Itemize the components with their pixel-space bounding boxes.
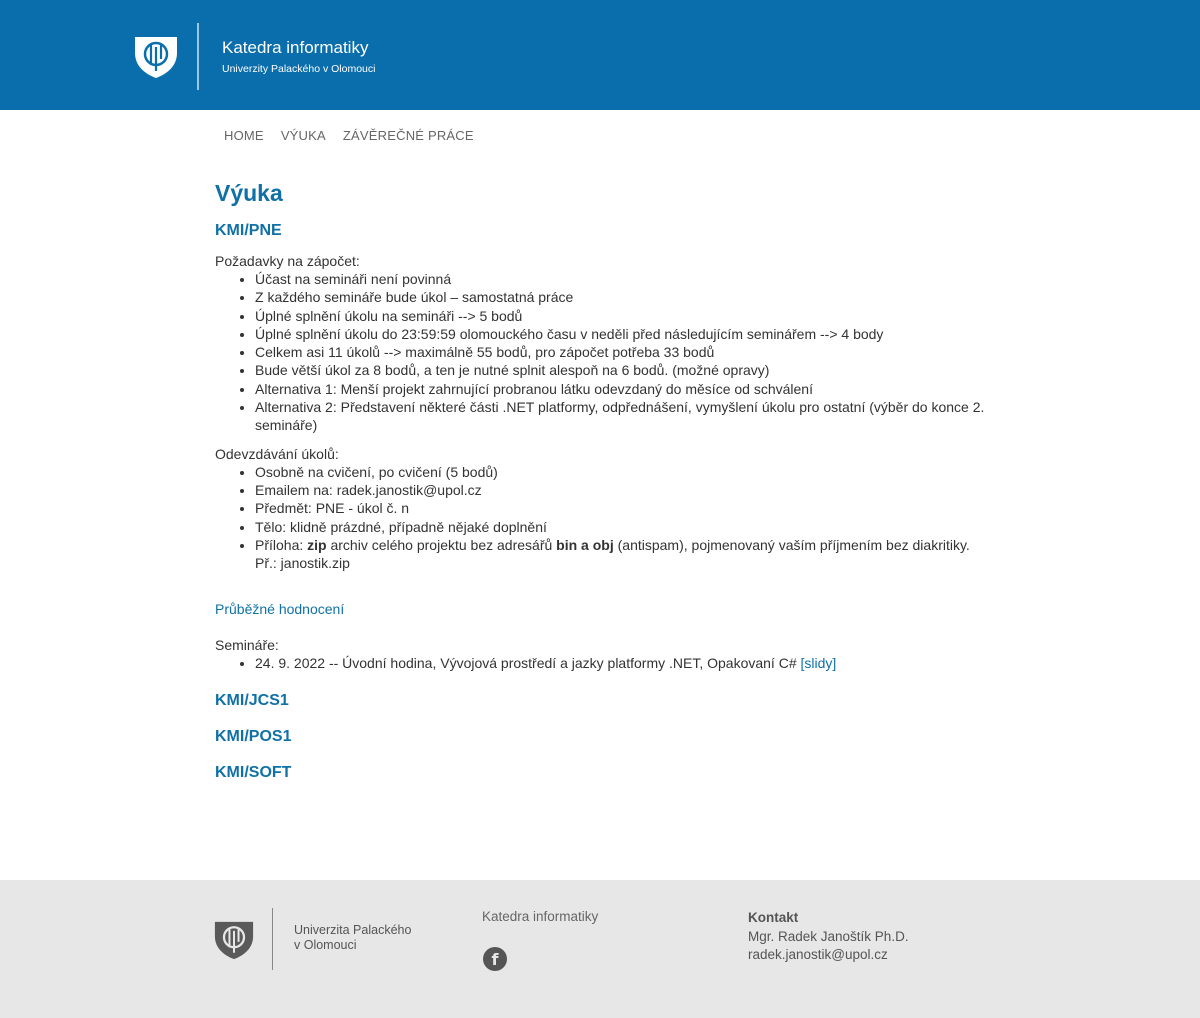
other-courses bbox=[215, 691, 985, 783]
attachment-suffix: (antispam), pojmenovaný vaším příjmením bez diakritiky. Př.: janostik.zip bbox=[255, 536, 970, 572]
contact-email[interactable]: radek.janostik@upol.cz bbox=[748, 947, 888, 962]
seminars-label: Semináře: bbox=[215, 637, 279, 654]
requirements-list bbox=[215, 270, 985, 435]
seminars-list bbox=[215, 654, 985, 672]
submission-section bbox=[215, 445, 985, 573]
university-logo-icon[interactable] bbox=[214, 920, 254, 960]
list-item: • Tělo: klidně prázdné, případně nějaké doplnění bbox=[255, 518, 985, 536]
slides-link[interactable]: [slidy] bbox=[800, 655, 837, 672]
nav-item-vyuka[interactable]: VÝUKA bbox=[280, 128, 326, 143]
list-item: • Alternativa 2: Představení některé části .NET platformy, odpřednášení, vymyšlení úkolu pro ostatní (výběr do konce 2. semináře) bbox=[255, 398, 985, 435]
course-title-pos1[interactable]: KMI/POS1 bbox=[215, 727, 292, 745]
list-item: • Alternativa 1: Menší projekt zahrnující probranou látku odevzdaný do měsíce od schválení bbox=[255, 380, 985, 398]
footer-department: Katedra informatiky bbox=[482, 909, 599, 924]
list-item: • Celkem asi 11 úkolů --> maximálně 55 bodů, pro zápočet potřeba 33 bodů bbox=[255, 343, 985, 361]
main-content bbox=[215, 176, 985, 783]
header-divider bbox=[197, 23, 199, 90]
site-header bbox=[0, 0, 1200, 110]
course-title-soft[interactable]: KMI/SOFT bbox=[215, 763, 292, 781]
list-item: • Účast na semináři není povinná bbox=[255, 270, 985, 288]
list-item bbox=[255, 654, 985, 672]
facebook-icon[interactable]: f bbox=[483, 947, 507, 971]
main-nav bbox=[215, 128, 482, 143]
attachment-binobj: bin a obj bbox=[556, 536, 614, 553]
list-item: • Předmět: PNE - úkol č. n bbox=[255, 499, 985, 517]
university-logo-icon[interactable] bbox=[134, 35, 178, 79]
footer-university-line2: v Olomouci bbox=[294, 938, 357, 952]
course-title-pne[interactable]: KMI/PNE bbox=[215, 222, 282, 239]
evaluation-link[interactable]: Průběžné hodnocení bbox=[215, 601, 345, 618]
page-title: Výuka bbox=[215, 180, 283, 206]
evaluation-link-row bbox=[215, 600, 985, 618]
list-item: • Osobně na cvičení, po cvičení (5 bodů) bbox=[255, 463, 985, 481]
nav-item-home[interactable]: HOME bbox=[224, 128, 264, 143]
attachment-mid: archiv celého projektu bez adresářů bbox=[326, 536, 557, 553]
seminars-section bbox=[215, 636, 985, 672]
contact-name: Mgr. Radek Janoštík Ph.D. bbox=[748, 928, 909, 944]
list-item: • Bude větší úkol za 8 bodů, a ten je nutné splnit alespoň na 6 bodů. (možné opravy) bbox=[255, 361, 985, 379]
footer-contact bbox=[748, 909, 909, 965]
course-title-jcs1[interactable]: KMI/JCS1 bbox=[215, 691, 289, 709]
site-subtitle: Univerzity Palackého v Olomouci bbox=[222, 63, 376, 75]
contact-label: Kontakt bbox=[748, 910, 799, 925]
requirements-label: Požadavky na zápočet: bbox=[215, 253, 360, 269]
footer-university bbox=[294, 923, 411, 953]
seminar-text: 24. 9. 2022 -- Úvodní hodina, Vývojová prostředí a jazky platformy .NET, Opakovaní C# bbox=[255, 655, 801, 672]
list-item: • Emailem na: radek.janostik@upol.cz bbox=[255, 481, 985, 499]
submission-label: Odevzdávání úkolů: bbox=[215, 445, 339, 462]
nav-item-zaverecne-prace[interactable]: ZÁVĚREČNÉ PRÁCE bbox=[342, 128, 474, 143]
footer-divider bbox=[272, 908, 273, 970]
footer-university-line1: Univerzita Palackého bbox=[294, 923, 412, 937]
attachment-prefix: Příloha: bbox=[255, 536, 308, 553]
site-title[interactable]: Katedra informatiky bbox=[222, 38, 369, 57]
list-item: • Úplné splnění úkolu na semináři --> 5 bodů bbox=[255, 307, 985, 325]
site-footer bbox=[0, 880, 1200, 1018]
list-item: • Úplné splnění úkolu do 23:59:59 olomouckého času v neděli před následujícím seminářem --> 4 body bbox=[255, 325, 985, 343]
attachment-zip: zip bbox=[307, 536, 327, 553]
submission-list bbox=[215, 463, 985, 573]
list-item: • Z každého semináře bude úkol – samostatná práce bbox=[255, 288, 985, 306]
list-item-attachment bbox=[255, 536, 985, 573]
requirements-section bbox=[215, 252, 985, 435]
